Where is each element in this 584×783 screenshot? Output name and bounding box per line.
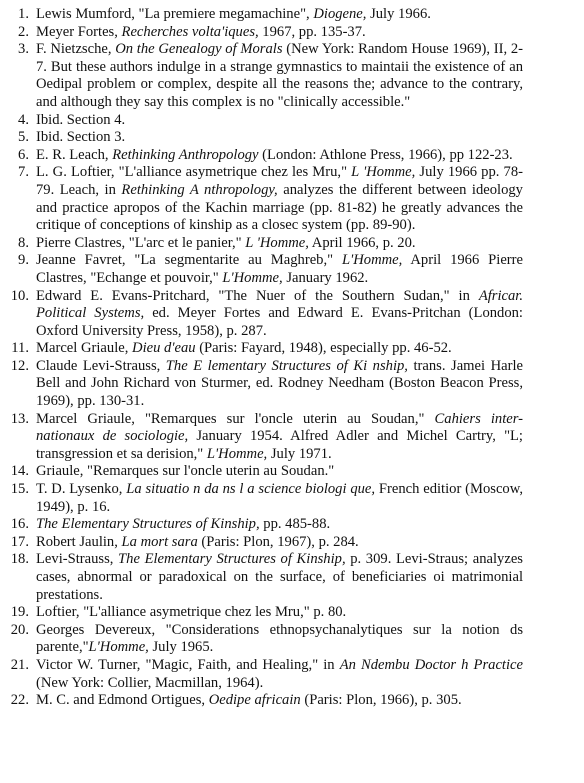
endnote [0, 604, 584, 622]
endnote [0, 24, 584, 42]
endnote-number: 5. [18, 129, 29, 146]
citation-text: Pierre Clastres, "L'arc et le panier," [36, 234, 246, 251]
italic-title: Dieu d'eau [132, 340, 196, 357]
endnote-text [36, 481, 523, 515]
citation-text: July 1966. [366, 6, 431, 22]
italic-title: Rethinking A nthropology, [121, 181, 278, 198]
endnote-number: 19. [10, 604, 29, 621]
endnote-number: 6. [18, 146, 29, 163]
endnote [0, 692, 584, 710]
endnote-text [36, 340, 452, 356]
citation-text: (London: Athlone Press, 1966), pp 122-23. [258, 146, 513, 163]
endnote-number: 9. [18, 252, 29, 269]
endnote [0, 516, 584, 534]
citation-text: April 1966, p. 20. [308, 234, 416, 251]
citation-text: ed. Meyer Fortes and Edward E. Evans-Pritchan (London: Oxford University Press, 1958), p. 287. [36, 305, 523, 339]
endnote [0, 112, 584, 130]
italic-title: L'Homme, [206, 445, 268, 462]
endnote-number: 14. [10, 463, 29, 480]
endnote-number: 8. [18, 234, 29, 251]
endnote [0, 657, 584, 692]
citation-text: July 1966 pp. 78-79. Leach, in [36, 164, 523, 198]
endnote-text [36, 112, 125, 128]
citation-text: Edward E. Evans-Pritchard, "The Nuer of the Southern Sudan," in [36, 287, 479, 304]
endnote-text [36, 551, 523, 602]
endnote-text [36, 411, 523, 462]
citation-text: (New York: Collier, Macmillan, 1964). [36, 674, 264, 691]
citation-text: T. D. Lysenko, [36, 481, 127, 498]
citation-text: January 1954. Alfred Adler and Michel Cartry, "L; transgression et sa derision," [36, 428, 523, 462]
endnote-text [36, 604, 346, 620]
italic-title: The Elementary Structures of Kinship, [118, 551, 346, 568]
endnote [0, 41, 584, 111]
citation-text: Loftier, "L'alliance asymetrique chez les Mru," p. 80. [36, 604, 347, 621]
italic-title: An Ndembu Doctor h Practice [339, 656, 523, 673]
endnote-text [36, 692, 462, 708]
citation-text: trans. Jamei Harle Bell and John Richard von Sturmer, ed. Rodney Needham (Boston Beacon Press, 1969), pp. 130-31. [36, 357, 523, 410]
citation-text: L. G. Loftier, "L'alliance asymetrique chez les Mru," [36, 164, 352, 181]
citation-text: (Paris: Plon, 1966), p. 305. [300, 692, 462, 709]
endnote [0, 534, 584, 552]
endnote-number: 10. [10, 287, 29, 304]
citation-text: Victor W. Turner, "Magic, Faith, and Healing," in [36, 656, 340, 673]
endnotes-list [0, 6, 584, 710]
citation-text: F. Nietzsche, [36, 41, 116, 58]
endnote-text [36, 147, 513, 163]
endnote-text [36, 6, 431, 22]
italic-title: L'Homme, [222, 269, 283, 286]
italic-title: Recherches volta'iques, [121, 23, 259, 40]
citation-text: Lewis Mumford, "La premiere megamachine", [36, 6, 314, 22]
endnote-text [36, 41, 523, 110]
endnote-text [36, 463, 334, 479]
citation-text: M. C. and Edmond Ortigues, [36, 692, 209, 709]
italic-title: L'Homme, [88, 639, 149, 656]
endnote [0, 129, 584, 147]
citation-text: Ibid. Section 3. [36, 129, 126, 146]
italic-title: L 'Homme, [351, 164, 416, 181]
endnote-number: 17. [10, 533, 29, 550]
citation-text: April 1966 Pierre Clastres, "Echange et pouvoir," [36, 252, 524, 286]
endnote [0, 164, 584, 234]
italic-title: L 'Homme, [245, 234, 309, 251]
italic-title: The E lementary Structures of Ki nship, [165, 357, 408, 374]
endnote [0, 252, 584, 287]
citation-text: 1967, pp. 135-37. [258, 23, 366, 40]
endnote-number: 18. [10, 551, 29, 568]
endnote [0, 147, 584, 165]
endnote-number: 4. [18, 111, 29, 128]
citation-text: Jeanne Favret, "La segmentarite au Maghreb," [36, 252, 342, 269]
endnote-text [36, 622, 523, 656]
endnote-number: 21. [10, 656, 29, 673]
endnote-text [36, 288, 523, 339]
endnote [0, 481, 584, 516]
endnote-number: 13. [10, 410, 29, 427]
endnote [0, 622, 584, 657]
citation-text: July 1971. [267, 445, 332, 462]
endnote-number: 11. [11, 340, 29, 357]
endnote-number: 12. [10, 357, 29, 374]
italic-title: La mort sara [121, 533, 198, 550]
endnote-number: 15. [10, 481, 29, 498]
italic-title: Diogene, [313, 6, 367, 22]
citation-text: July 1965. [148, 639, 214, 656]
endnote-text [36, 164, 523, 233]
endnote-number: 3. [18, 41, 29, 58]
italic-title: Africar. Political Systems, [36, 287, 523, 322]
endnote-number: 22. [10, 692, 29, 709]
citation-text: Georges Devereux, "Considerations ethnopsychanalytiques sur la notion ds parente," [36, 621, 523, 656]
endnote [0, 463, 584, 481]
endnote-text [36, 657, 523, 691]
citation-text: Robert Jaulin, [36, 533, 122, 550]
italic-title: Oedipe africain [208, 692, 301, 709]
endnote-text [36, 24, 366, 40]
citation-text: January 1962. [282, 269, 369, 286]
endnote-text [36, 129, 125, 145]
endnote-text [36, 358, 523, 409]
endnote-text [36, 516, 330, 532]
citation-text: E. R. Leach, [36, 146, 113, 163]
italic-title: On the Genealogy of Morals [115, 41, 283, 58]
endnote-number: 20. [10, 621, 29, 638]
citation-text: analyzes the different between ideology and practice apropos of the Kachin marriage (pp. 81-82) he greatly advances the critique of conceptions of kinship as a closec system (pp. 89-90). [36, 181, 523, 234]
italic-title: The Elementary Structures of Kinship, [36, 516, 260, 533]
citation-text: p. 309. Levi-Straus; analyzes cases, abnormal or paradoxical on the surface, of beneficiaries oi matrimonial prestations. [36, 551, 523, 603]
citation-text: Levi-Strauss, [36, 551, 119, 568]
citation-text: (Paris: Fayard, 1948), especially pp. 46-52. [195, 340, 452, 357]
endnote [0, 340, 584, 358]
endnote-number: 1. [18, 6, 29, 22]
endnote-text [36, 534, 359, 550]
italic-title: Cahiers inter-nationaux de sociologie, [36, 410, 524, 445]
italic-title: Rethinking Anthropology [112, 146, 259, 163]
citation-text: (Paris: Plon, 1967), p. 284. [197, 533, 359, 550]
citation-text: pp. 485-88. [259, 516, 331, 533]
endnote-number: 16. [10, 516, 29, 533]
citation-text: (New York: Random House 1969), II, 2-7. But these authors indulge in a strange gymnastics to maintaii the existence of an Oedipal problem or complex, despite all the reasons the; advance to the contrary, and although they say this complex is no "clinically accessible." [36, 41, 523, 110]
citation-text: Griaule, "Remarques sur l'oncle uterin au Soudan." [36, 463, 335, 480]
endnote [0, 235, 584, 253]
endnote [0, 6, 584, 24]
italic-title: L'Homme, [342, 252, 403, 269]
citation-text: Claude Levi-Strauss, [36, 357, 166, 374]
endnote-text [36, 252, 523, 286]
endnote [0, 411, 584, 464]
citation-text: Meyer Fortes, [36, 23, 122, 40]
endnote [0, 551, 584, 604]
citation-text: Marcel Griaule, [36, 340, 133, 357]
endnote [0, 358, 584, 411]
citation-text: Ibid. Section 4. [36, 111, 126, 128]
italic-title: La situatio n da ns l a science biologi que, [126, 481, 376, 498]
endnote-number: 7. [18, 164, 29, 181]
endnote-text [36, 235, 416, 251]
citation-text: French editior (Moscow, 1949), p. 16. [36, 481, 523, 515]
citation-text: Marcel Griaule, "Remarques sur l'oncle uterin au Soudan," [36, 410, 435, 427]
endnote [0, 288, 584, 341]
endnote-number: 2. [18, 23, 29, 40]
